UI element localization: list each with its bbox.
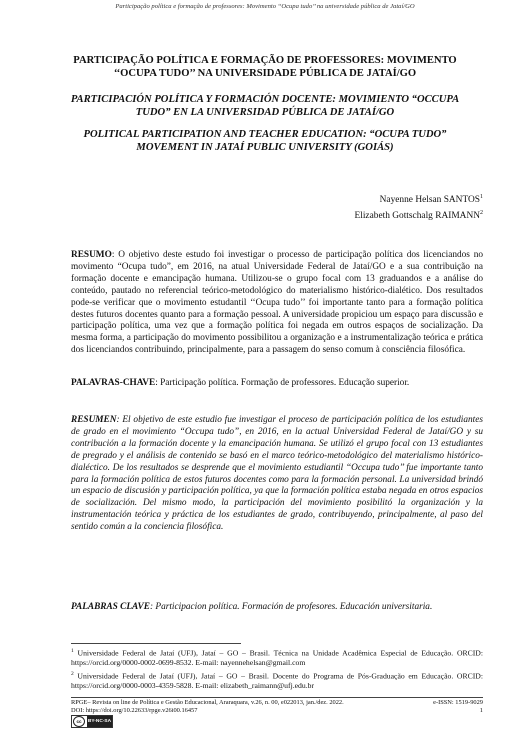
footnote-mark[interactable]: 1: [480, 194, 483, 200]
keywords-text: : Participação política. Formação de professores. Educação superior.: [155, 378, 410, 388]
page-footer: [71, 699, 483, 714]
resumen-label: RESUMEN: [71, 415, 117, 425]
creative-commons-icon: cc: [73, 716, 85, 727]
author-list: [355, 191, 484, 223]
title-spanish: PARTICIPACIÓN POLÍTICA Y FORMACIÓN DOCENTE: MOVIMIENTO “OCCUPA TUDO” EN LA UNIVERSIDAD PÚBLICA DE JATAÍ/GO: [70, 94, 460, 118]
keywords-portuguese: [71, 378, 483, 390]
footnote-mark: 2: [71, 670, 74, 677]
abstract-text: : O objetivo deste estudo foi investigar o processo de participação política dos licenciandos no movimento “Ocupa tudo”, em 2016, na atual Universidade Federal de Jataí/GO e a sua contribuição na formação docente e emancipação humana. Utilizou-se o grupo focal com 13 graduandos e a análise do conteúdo, pautado no referencial teórico-metodológico do materialismo histórico-dialético. Dos resultados pode-se verificar que o movimento estudantil ‘‘Ocupa tudo’’ foi importante tanto para a formação política destes futuros docentes quanto para a formação pessoal. A universidade propiciou um espaço para discussão e participação política, uma vez que a formação política foi negada em outros espaços de socialização. Da mesma forma, a participação do movimento possibilitou a organização e a instrumentalização teórica e prática dos licenciandos contribuindo, principalmente, para a passagem do senso comum à consciência filosófica.: [71, 250, 483, 356]
footnotes: [71, 647, 483, 693]
author-2: [355, 207, 484, 223]
palabras-text: : Participacion política. Formación de profesores. Educación universitaria.: [149, 602, 433, 612]
author-1: [355, 191, 484, 207]
title-portuguese: PARTICIPAÇÃO POLÍTICA E FORMAÇÃO DE PROFESSORES: MOVIMENTO ‘‘OCUPA TUDO’’ NA UNIVERSIDADE PÚBLICA DE JATAÍ/GO: [73, 55, 457, 79]
footer-divider: [71, 697, 483, 698]
keywords-spanish: [71, 602, 483, 614]
footnote-mark: 1: [71, 648, 74, 654]
page-number: 1: [479, 706, 483, 714]
abstract-label: RESUMO: [71, 250, 112, 260]
issn: e-ISSN: 1519-9029: [433, 699, 483, 706]
title-english: POLITICAL PARTICIPATION AND TEACHER EDUCATION: “OCUPA TUDO” MOVEMENT IN JATAÍ PUBLIC UNIVERSITY (GOIÁS): [83, 129, 447, 153]
keywords-label: PALAVRAS-CHAVE: [71, 378, 156, 388]
footnote-2: [71, 670, 483, 691]
footnote-text[interactable]: Universidade Federal de Jataí (UFJ), Jataí – GO – Brasil. Técnica na Unidade Acadêmica Especial de Educação. ORCID: https://orcid.org/0000-0002-0699-8532. E-mail: nayennehelsan@gmail.com: [71, 648, 483, 668]
creative-commons-badge[interactable]: [71, 715, 113, 728]
journal-citation: RPGE– Revista on line de Política e Gestão Educacional, Araraquara, v.26, n. 00, e022013, jan./dez. 2022.: [71, 699, 344, 706]
footnote-1: [71, 647, 483, 668]
palabras-label: PALABRAS CLAVE: [71, 602, 150, 612]
doi-link[interactable]: DOI: https://doi.org/10.22633/rpge.v26i00.16457: [71, 706, 198, 714]
author-name: Elizabeth Gottschalg RAIMANN: [354, 211, 480, 222]
abstract-portuguese: [71, 250, 483, 357]
footnote-mark[interactable]: 2: [480, 210, 483, 217]
footnote-divider: [71, 643, 241, 644]
footnote-text[interactable]: Universidade Federal de Jataí (UFJ), Jataí – GO – Brasil. Docente do Programa de Pós-Graduação em Educação. ORCID: https://orcid.org/0000-0003-4359-5828. E-mail: elizabeth_raimann@ufj.edu.br: [71, 671, 483, 690]
abstract-spanish: [71, 415, 483, 534]
license-label: BY-NC-SA: [87, 716, 112, 727]
author-name: Nayenne Helsan SANTOS: [379, 195, 480, 206]
running-head: Participação política e formação de professores: Movimento ‘‘Ocupa tudo’’ na universidade pública de Jataí/GO: [115, 3, 415, 10]
resumen-text: : El objetivo de este estudio fue investigar el proceso de participación política de los estudiantes de grado en el movimiento “Occupa tudo”, en 2016, en la actual Universidad Federal de Jataí/GO y su contribución a la formación docente y la emancipación humana. Se utilizó el grupo focal con 13 estudiantes de pregrado y el análisis de contenido se basó en el marco teórico-metodológico del materialismo histórico-dialéctico. De los resultados se desprende que el movimiento estudiantil ‘‘Occupa tudo’’ fue importante tanto para la formación política de estos futuros docentes como para la formación personal. La universidad brindó un espacio de discusión y participación política, ya que la formación política estaba negada en otros espacios de socialización. Del mismo modo, la participación del movimiento posibilitó la organización y la instrumentación teórica y práctica de los estudiantes de grado, contribuyendo, principalmente, al paso del sentido común a la conciencia filosófica.: [71, 415, 483, 533]
